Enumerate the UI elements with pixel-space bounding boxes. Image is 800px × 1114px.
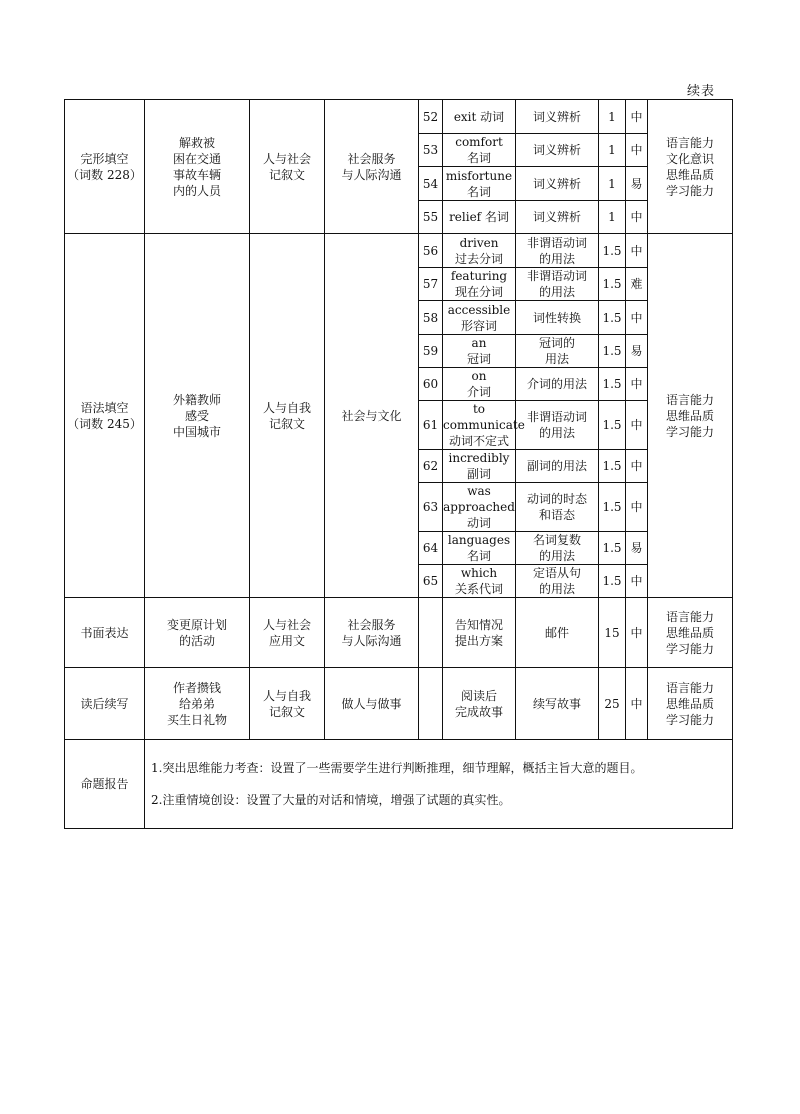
item-difficulty: 中	[626, 368, 648, 401]
item-score: 1	[599, 201, 626, 234]
item-number-empty	[419, 668, 443, 740]
item-point: 词义辨析	[516, 201, 599, 234]
item-point: 非谓语动词 的用法	[516, 401, 599, 450]
item-answer: 阅读后 完成故事	[443, 668, 516, 740]
continuation-label: 续表	[687, 84, 716, 99]
item-difficulty: 中	[626, 301, 648, 335]
section-topic: 作者攒钱 给弟弟 买生日礼物	[145, 668, 250, 740]
item-difficulty: 中	[626, 598, 648, 668]
report-line: 1.突出思维能力考查：设置了一些需要学生进行判断推理，细节理解，概括主旨大意的题目。	[151, 761, 643, 775]
item-point: 定语从句 的用法	[516, 565, 599, 598]
section-topic: 外籍教师 感受 中国城市	[145, 234, 250, 598]
item-answer: an 冠词	[443, 335, 516, 368]
item-difficulty: 中	[626, 134, 648, 167]
item-answer: which 关系代词	[443, 565, 516, 598]
item-number: 59	[419, 335, 443, 368]
item-answer: comfort 名词	[443, 134, 516, 167]
section-theme: 社会与文化	[325, 234, 419, 598]
item-difficulty: 中	[626, 234, 648, 268]
section-topic: 变更原计划 的活动	[145, 598, 250, 668]
item-score: 1.5	[599, 450, 626, 483]
item-score: 1.5	[599, 532, 626, 565]
item-answer: accessible 形容词	[443, 301, 516, 335]
section-name: 语法填空 （词数 245）	[65, 234, 145, 598]
item-score: 1.5	[599, 268, 626, 301]
section-abilities: 语言能力 思维品质 学习能力	[648, 234, 733, 598]
item-number: 61	[419, 401, 443, 450]
item-score: 1.5	[599, 301, 626, 335]
item-number: 57	[419, 268, 443, 301]
item-point: 词义辨析	[516, 167, 599, 201]
item-difficulty: 中	[626, 565, 648, 598]
section-genre: 人与社会 应用文	[250, 598, 325, 668]
item-answer: to communicate 动词不定式	[443, 402, 525, 448]
section-name: 书面表达	[65, 598, 145, 668]
section-theme: 社会服务 与人际沟通	[325, 100, 419, 234]
item-score: 25	[599, 668, 626, 740]
item-answer: featuring 现在分词	[443, 268, 516, 301]
item-difficulty: 易	[626, 335, 648, 368]
item-point: 名词复数 的用法	[516, 532, 599, 565]
item-answer: exit 动词	[443, 100, 516, 134]
report-content	[145, 740, 733, 829]
item-difficulty: 中	[626, 450, 648, 483]
table-row	[65, 100, 733, 134]
item-number: 58	[419, 301, 443, 335]
table-row	[65, 740, 733, 829]
section-genre: 人与自我 记叙文	[250, 234, 325, 598]
item-point: 词义辨析	[516, 134, 599, 167]
item-score: 1.5	[599, 368, 626, 401]
table-row	[65, 668, 733, 740]
item-difficulty: 难	[626, 268, 648, 301]
item-point: 动词的时态 和语态	[516, 483, 599, 532]
item-score: 1.5	[599, 234, 626, 268]
item-answer: misfortune 名词	[443, 167, 516, 201]
item-score: 1.5	[599, 401, 626, 450]
section-genre: 人与自我 记叙文	[250, 668, 325, 740]
item-difficulty: 中	[626, 668, 648, 740]
item-number: 63	[419, 483, 443, 532]
item-point: 邮件	[516, 598, 599, 668]
item-score: 1.5	[599, 565, 626, 598]
item-answer: driven 过去分词	[443, 234, 516, 268]
item-difficulty: 中	[626, 100, 648, 134]
item-number: 56	[419, 234, 443, 268]
item-answer: was approached 动词	[443, 484, 515, 530]
item-difficulty: 易	[626, 532, 648, 565]
item-score: 1	[599, 100, 626, 134]
exam-analysis-table	[64, 99, 733, 829]
section-topic: 解救被 困在交通 事故车辆 内的人员	[145, 100, 250, 234]
table-row	[65, 598, 733, 668]
item-number: 53	[419, 134, 443, 167]
item-point: 词义辨析	[516, 100, 599, 134]
section-genre: 人与社会 记叙文	[250, 100, 325, 234]
item-score: 15	[599, 598, 626, 668]
item-point: 副词的用法	[516, 450, 599, 483]
report-label: 命题报告	[65, 740, 145, 829]
item-answer: incredibly 副词	[443, 450, 516, 483]
item-answer: relief 名词	[443, 201, 516, 234]
section-abilities: 语言能力 文化意识 思维品质 学习能力	[648, 100, 733, 234]
item-number: 60	[419, 368, 443, 401]
item-point: 介词的用法	[516, 368, 599, 401]
item-number: 54	[419, 167, 443, 201]
item-difficulty: 中	[626, 201, 648, 234]
item-point: 非谓语动词 的用法	[516, 234, 599, 268]
item-point: 冠词的 用法	[516, 335, 599, 368]
item-number: 65	[419, 565, 443, 598]
item-difficulty: 易	[626, 167, 648, 201]
item-number: 52	[419, 100, 443, 134]
item-point: 续写故事	[516, 668, 599, 740]
section-theme: 做人与做事	[325, 668, 419, 740]
item-point: 词性转换	[516, 301, 599, 335]
item-number: 64	[419, 532, 443, 565]
item-score: 1	[599, 134, 626, 167]
item-point: 非谓语动词 的用法	[516, 268, 599, 301]
item-number-empty	[419, 598, 443, 668]
table-row	[65, 234, 733, 268]
section-name: 读后续写	[65, 668, 145, 740]
item-score: 1.5	[599, 483, 626, 532]
item-score: 1	[599, 167, 626, 201]
item-difficulty: 中	[626, 483, 648, 532]
item-score: 1.5	[599, 335, 626, 368]
section-abilities: 语言能力 思维品质 学习能力	[648, 668, 733, 740]
section-abilities: 语言能力 思维品质 学习能力	[648, 598, 733, 668]
item-answer: languages 名词	[443, 532, 516, 565]
report-line: 2.注重情境创设：设置了大量的对话和情境，增强了试题的真实性。	[151, 793, 511, 807]
item-answer: on 介词	[443, 368, 516, 401]
item-number: 55	[419, 201, 443, 234]
item-answer: 告知情况 提出方案	[443, 598, 516, 668]
section-theme: 社会服务 与人际沟通	[325, 598, 419, 668]
item-difficulty: 中	[626, 401, 648, 450]
item-number: 62	[419, 450, 443, 483]
section-name: 完形填空 （词数 228）	[65, 100, 145, 234]
